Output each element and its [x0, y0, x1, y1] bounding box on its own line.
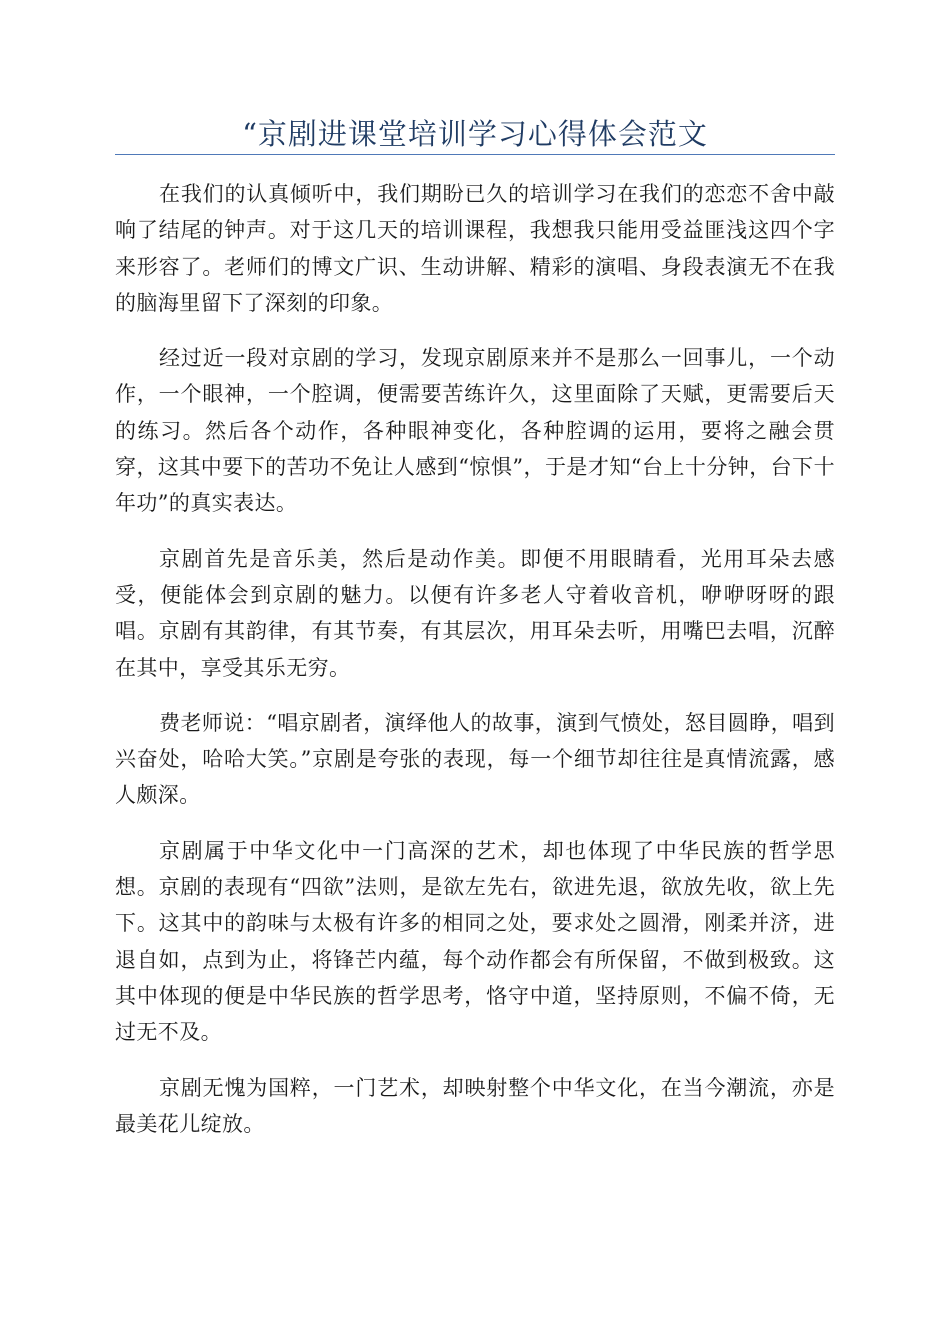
page-title: “京剧进课堂培训学习心得体会范文	[242, 117, 708, 151]
paragraph-3: 京剧首先是音乐美，然后是动作美。即便不用眼睛看，光用耳朵去感受，便能体会到京剧的魅力。以便有许多老人守着收音机，咿咿呀呀的跟唱。京剧有其韵律，有其节奏，有其层次，用耳朵去听，用嘴巴去唱，沉醉在其中，享受其乐无穷。	[115, 546, 835, 680]
paragraph-1: 在我们的认真倾听中，我们期盼已久的培训学习在我们的恋恋不舍中敲响了结尾的钟声。对于这几天的培训课程，我想我只能用受益匪浅这四个字来形容了。老师们的博文广识、生动讲解、精彩的演唱、身段表演无不在我的脑海里留下了深刻的印象。	[115, 182, 835, 315]
title-underline-divider	[115, 154, 835, 155]
document-body	[115, 176, 835, 1161]
paragraph-5: 京剧属于中华文化中一门高深的艺术，却也体现了中华民族的哲学思想。京剧的表现有“四欲”法则，是欲左先右，欲进先退，欲放先收，欲上先下。这其中的韵味与太极有许多的相同之处，要求处之圆滑，刚柔并济，进退自如，点到为止，将锋芒内蕴，每个动作都会有所保留，不做到极致。这其中体现的便是中华民族的哲学思考，恪守中道，坚持原则，不偏不倚，无过无不及。	[115, 838, 835, 1045]
paragraph-4: 费老师说：“唱京剧者，演绎他人的故事，演到气愤处，怒目圆睁，唱到兴奋处，哈哈大笑。”京剧是夸张的表现，每一个细节却往往是真情流露，感人颇深。	[115, 710, 835, 808]
paragraph-2: 经过近一段对京剧的学习，发现京剧原来并不是那么一回事儿，一个动作，一个眼神，一个腔调，便需要苦练许久，这里面除了天赋，更需要后天的练习。然后各个动作，各种眼神变化，各种腔调的运用，要将之融会贯穿，这其中要下的苦功不免让人感到“惊惧”，于是才知“台上十分钟，台下十年功”的真实表达。	[115, 346, 835, 516]
paragraph-6: 京剧无愧为国粹，一门艺术，却映射整个中华文化，在当今潮流，亦是最美花儿绽放。	[115, 1075, 835, 1136]
